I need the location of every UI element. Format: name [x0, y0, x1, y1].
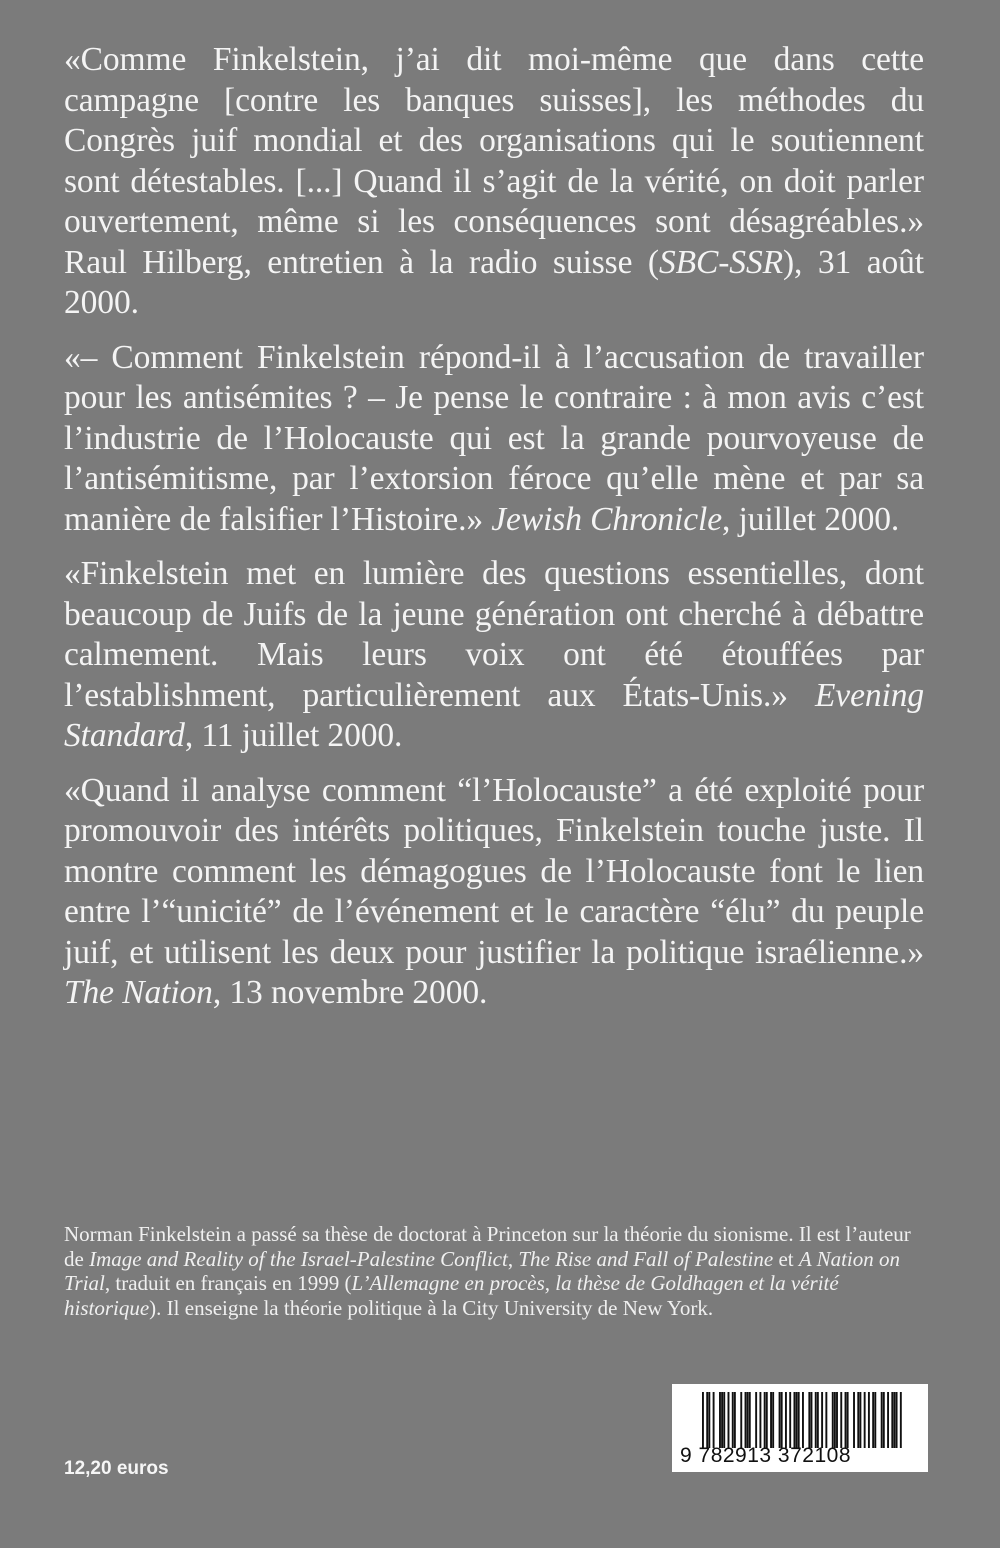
quote-jewish-chronicle: «– Comment Finkelstein répond-il à l’accusation de travailler pour les antisémites ? – Je pense le contraire : à mon avis c’est l’industrie de l’Holocauste qui est la grande pourvoyeuse de l’antisémitisme, par l’extorsion féroce qu’elle mène et par sa manière de falsifier l’Histoire.» Jewish Chronicle, juillet 2000. — [64, 338, 924, 538]
barcode — [672, 1384, 928, 1472]
quote-the-nation: «Quand il analyse comment “l’Holocauste” a été exploité pour promouvoir des intérêts politiques, Finkelstein touche juste. Il montre comment les démagogues de l’Holocauste font le lien entre l’“unicité” de l’événement et le caractère “élu” du peuple juif, et utilisent les deux pour justifier la politique israélienne.» The Nation, 13 novembre 2000. — [64, 771, 924, 1011]
quote-source: SBC-SSR — [658, 243, 783, 281]
quotes-section — [64, 40, 924, 1028]
barcode-bars-icon — [702, 1392, 902, 1448]
price-label: 12,20 euros — [64, 1458, 169, 1479]
barcode-digits: 9 782913 372108 — [680, 1444, 851, 1467]
author-bio: Norman Finkelstein a passé sa thèse de doctorat à Princeton sur la théorie du sionisme. Il est l’auteur de Image and Reality of the Israel-Palestine Conflict, The Rise and Fall of Palestine et A Nation on Trial, traduit en français en 1999 (L’Allemagne en procès, la thèse de Goldhagen et la vérité historique). Il enseigne la théorie politique à la City University de New York. — [64, 1222, 911, 1320]
quote-source: The Nation — [64, 974, 213, 1011]
quote-evening-standard: «Finkelstein met en lumière des questions essentielles, dont beaucoup de Juifs de la jeune génération ont cherché à débattre calmement. Mais leurs voix ont été étouffées par l’establishment, particulièrement aux États-Unis.» Evening Standard, 11 juillet 2000. — [64, 555, 924, 754]
quote-source: Jewish Chronicle — [491, 500, 722, 538]
quote-hilberg: «Comme Finkelstein, j’ai dit moi-même que dans cette campagne [contre les banques suisses], les méthodes du Congrès juif mondial et des organisations qui le soutiennent sont détestables. [...] Quand il s’agit de la vérité, on doit parler ouvertement, même si les conséquences sont désagréables.» Raul Hilberg, entretien à la radio suisse (SBC-SSR), 31 août 2000. — [64, 41, 925, 321]
quote-source: Evening Standard — [64, 676, 924, 754]
